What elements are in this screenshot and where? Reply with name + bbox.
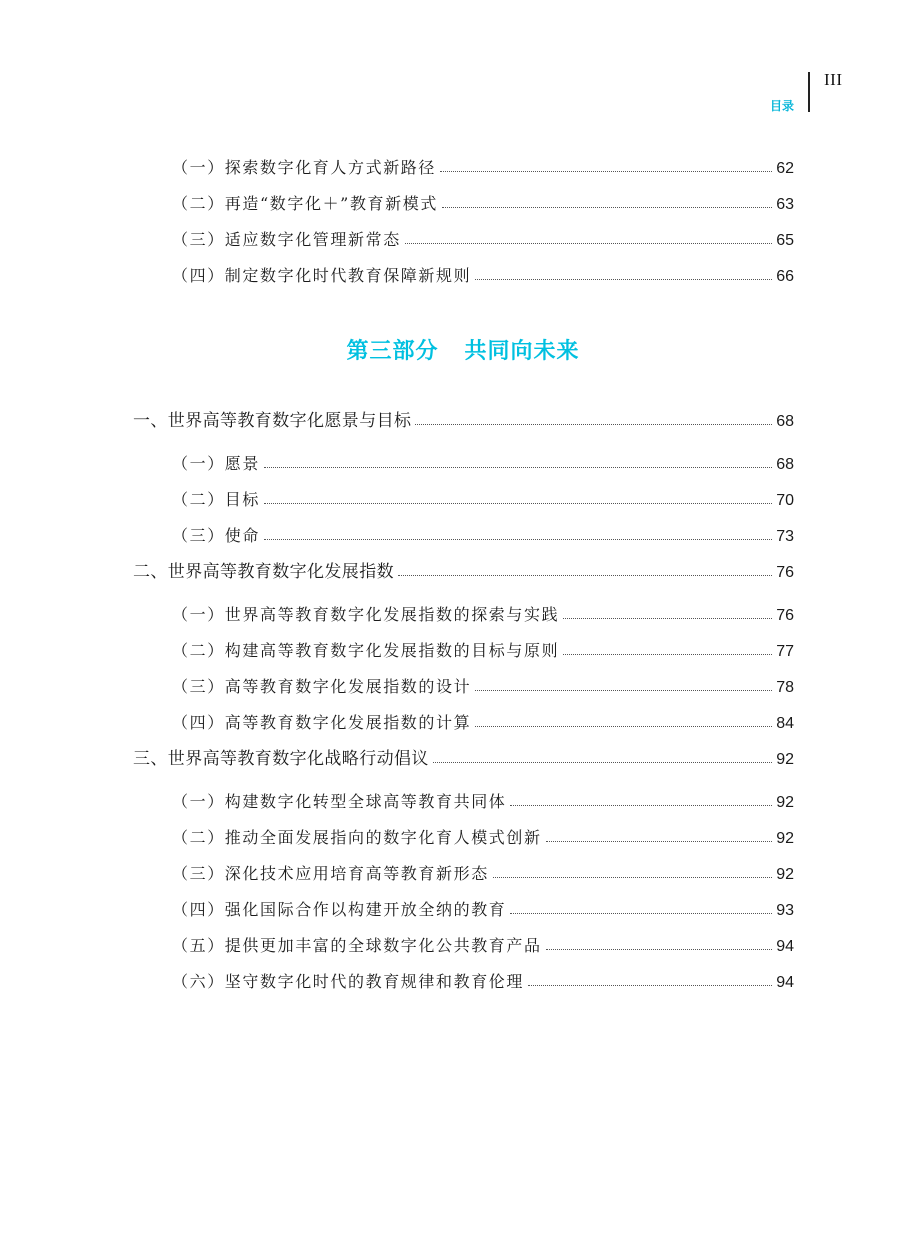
- toc-entry-page: 66: [776, 268, 794, 285]
- toc-entry-page: 84: [776, 715, 794, 732]
- toc-entry-label: （四）强化国际合作以构建开放全纳的教育: [172, 900, 507, 919]
- toc-entry[interactable]: [172, 707, 794, 733]
- toc-entry-label: （一）探索数字化育人方式新路径: [172, 158, 437, 177]
- toc-entry-page: 76: [776, 607, 794, 624]
- toc-entry-page: 62: [776, 160, 794, 177]
- toc-entry-page: 92: [776, 794, 794, 811]
- toc-entry-label: （二）再造“数字化＋”教育新模式: [172, 194, 438, 213]
- leader-dots: [546, 841, 773, 842]
- toc-entry[interactable]: [172, 966, 794, 992]
- leader-dots: [415, 424, 772, 425]
- part-title-name: 共同向未来: [464, 339, 580, 364]
- leader-dots: [475, 726, 772, 727]
- toc-entry-label: （三）使命: [172, 526, 261, 545]
- toc-entry[interactable]: [172, 448, 794, 474]
- toc-entry-label: 三、世界高等教育数字化战略行动倡议: [133, 749, 429, 769]
- toc-entry[interactable]: [172, 930, 794, 956]
- toc-chapter-entry[interactable]: [133, 405, 794, 431]
- toc-entry[interactable]: [172, 484, 794, 510]
- toc-entry[interactable]: [172, 599, 794, 625]
- toc-entry[interactable]: [172, 152, 794, 178]
- toc-entry[interactable]: [172, 822, 794, 848]
- page-number: III: [824, 70, 843, 89]
- header-divider: [808, 72, 810, 112]
- leader-dots: [442, 207, 772, 208]
- toc-entry-page: 68: [776, 413, 794, 430]
- toc-entry-label: （一）愿景: [172, 454, 261, 473]
- toc-entry[interactable]: [172, 786, 794, 812]
- leader-dots: [405, 243, 772, 244]
- leader-dots: [510, 805, 772, 806]
- toc-entry-label: 二、世界高等教育数字化发展指数: [133, 562, 394, 582]
- part-title-number: 第三部分: [346, 339, 439, 364]
- leader-dots: [398, 575, 772, 576]
- toc-entry-label: （一）世界高等教育数字化发展指数的探索与实践: [172, 605, 560, 624]
- leader-dots: [563, 654, 772, 655]
- leader-dots: [510, 913, 772, 914]
- toc-entry-page: 76: [776, 564, 794, 581]
- leader-dots: [563, 618, 772, 619]
- leader-dots: [475, 279, 772, 280]
- toc-entry[interactable]: [172, 858, 794, 884]
- leader-dots: [264, 503, 772, 504]
- leader-dots: [475, 690, 772, 691]
- toc-entry-label: （一）构建数字化转型全球高等教育共同体: [172, 792, 507, 811]
- toc-entry-label: （四）高等教育数字化发展指数的计算: [172, 713, 472, 732]
- toc-entry-page: 77: [776, 643, 794, 660]
- toc-entry-page: 94: [776, 974, 794, 991]
- leader-dots: [264, 539, 772, 540]
- toc-entry-page: 92: [776, 751, 794, 768]
- toc-entry-label: （四）制定数字化时代教育保障新规则: [172, 266, 472, 285]
- toc-entry-label: （二）构建高等教育数字化发展指数的目标与原则: [172, 641, 560, 660]
- toc-entry[interactable]: [172, 260, 794, 286]
- leader-dots: [433, 762, 772, 763]
- toc-entry[interactable]: [172, 671, 794, 697]
- toc-entry[interactable]: [172, 894, 794, 920]
- toc-entry[interactable]: [172, 224, 794, 250]
- toc-chapter-entry[interactable]: [133, 556, 794, 582]
- toc-entry-label: （三）高等教育数字化发展指数的设计: [172, 677, 472, 696]
- toc-entry[interactable]: [172, 520, 794, 546]
- running-head: 目录: [769, 99, 794, 113]
- toc-entry-page: 93: [776, 902, 794, 919]
- toc-entry-page: 70: [776, 492, 794, 509]
- toc-chapter-entry[interactable]: [133, 743, 794, 769]
- toc-entry-label: （六）坚守数字化时代的教育规律和教育伦理: [172, 972, 525, 991]
- toc-entry-label: （三）深化技术应用培育高等教育新形态: [172, 864, 489, 883]
- leader-dots: [440, 171, 772, 172]
- toc-entry[interactable]: [172, 635, 794, 661]
- toc-entry-page: 73: [776, 528, 794, 545]
- leader-dots: [528, 985, 772, 986]
- part-title: [0, 334, 902, 365]
- leader-dots: [546, 949, 773, 950]
- toc-entry[interactable]: [172, 188, 794, 214]
- toc-entry-page: 65: [776, 232, 794, 249]
- toc-entry-label: （二）推动全面发展指向的数字化育人模式创新: [172, 828, 542, 847]
- toc-entry-page: 92: [776, 830, 794, 847]
- leader-dots: [493, 877, 772, 878]
- toc-entry-page: 63: [776, 196, 794, 213]
- toc-entry-page: 92: [776, 866, 794, 883]
- toc-entry-page: 68: [776, 456, 794, 473]
- toc-entry-page: 94: [776, 938, 794, 955]
- toc-entry-page: 78: [776, 679, 794, 696]
- leader-dots: [264, 467, 772, 468]
- toc-entry-label: 一、世界高等教育数字化愿景与目标: [133, 411, 412, 431]
- toc-entry-label: （五）提供更加丰富的全球数字化公共教育产品: [172, 936, 542, 955]
- toc-entry-label: （二）目标: [172, 490, 261, 509]
- toc-entry-label: （三）适应数字化管理新常态: [172, 230, 401, 249]
